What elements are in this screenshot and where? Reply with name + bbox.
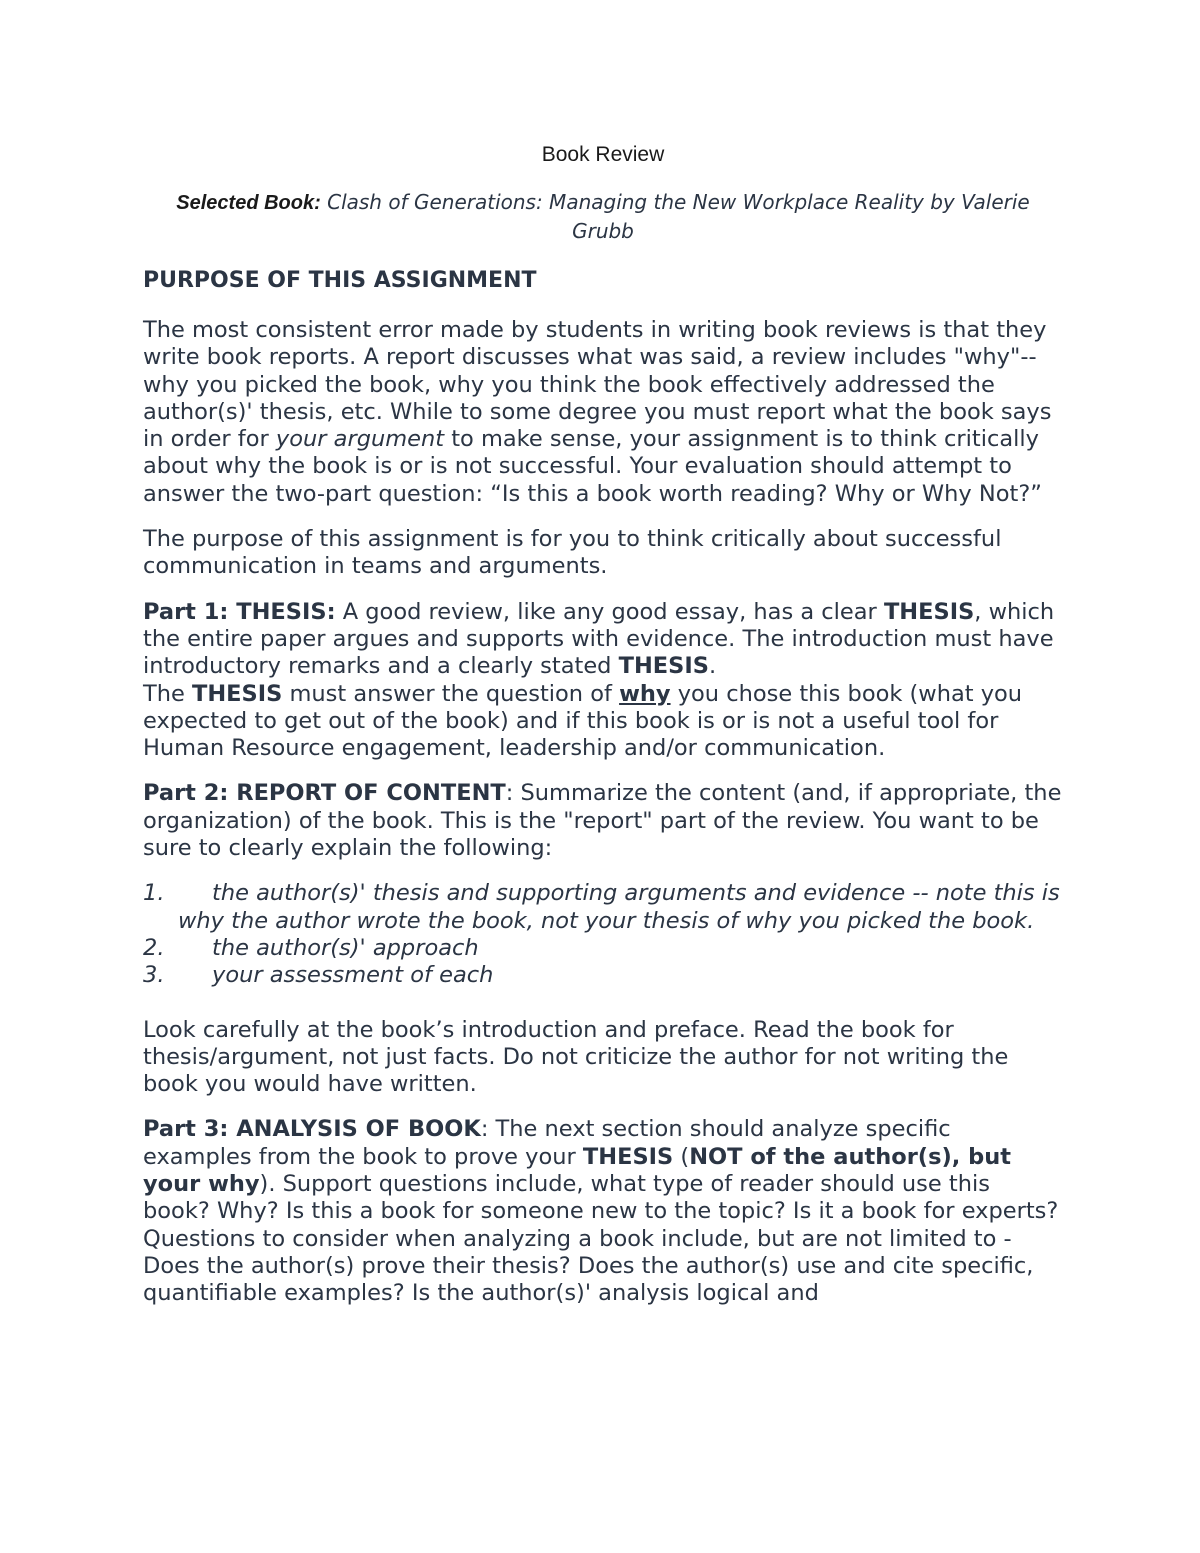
purpose-paragraph-1: [143, 317, 1063, 508]
list-item: [143, 962, 1063, 989]
purpose-p1-emphasis: your argument: [275, 426, 445, 453]
document-body: [143, 142, 1063, 1326]
list-item-number: 3.: [143, 962, 165, 989]
part1-thesis-1: THESIS: [883, 598, 975, 625]
document-title: Book Review: [541, 143, 665, 166]
list-item-number: 1.: [143, 880, 165, 907]
part2-list: [143, 880, 1063, 989]
part1-text-3: .: [708, 653, 717, 680]
part2-paragraph: [143, 780, 1063, 862]
list-item: [143, 935, 1063, 962]
purpose-paragraph-2: The purpose of this assignment is for you to think critically about successful communication in teams and arguments.: [143, 526, 1002, 580]
selected-book-text: Clash of Generations: Managing the New Workplace Reality by Valerie Grubb: [320, 190, 1030, 243]
part1-text-5: must answer the question of: [282, 680, 620, 707]
selected-book-line: [143, 188, 1063, 245]
purpose-p1-text-b: to make sense, your assignment is to think critically about why the book is or is not successful. Your evaluation should attempt to answer the two-part question: “Is this a book worth reading? Why or Why Not?”: [143, 426, 1042, 507]
list-item-text: the author(s)' thesis and supporting arguments and evidence -- note this is why the author wrote the book, not your thesis of why you picked the book.: [178, 880, 1060, 934]
part1-paragraph-cont: [143, 681, 1063, 763]
part3-text-3: ). Support questions include, what type of reader should use this book? Why? Is this a book for someone new to the topic? Is it a book for experts? Questions to consider when analyzing a book include, but are not limited to - Does the author(s) prove their thesis? Does the author(s) use and cite specific, quantifiable examples? Is the author(s)' analysis logical and: [143, 1171, 1059, 1307]
selected-book-label: Selected Book:: [176, 192, 321, 214]
part1-thesis-2: THESIS: [618, 653, 709, 680]
purpose-heading: PURPOSE OF THIS ASSIGNMENT: [143, 268, 537, 293]
part3-label: Part 3: ANALYSIS OF BOOK: [143, 1116, 481, 1143]
purpose-p1-text-a: The most consistent error made by students in writing book reviews is that they write book reports. A report discusses what was said, a review includes "why"--why you picked the book, why you think the book effectively addressed the author(s)' thesis, etc. While to some degree you must report what the book says in order for: [143, 317, 1052, 453]
part1-text-6: you chose this book (what you expected to get out of the book) and if this book is or is not a useful tool for Human Resource engagement, leadership and/or communication.: [143, 680, 1023, 762]
part1-text-2: , which the entire paper argues and supports with evidence. The introduction must have introductory remarks and a clearly stated: [143, 598, 1055, 680]
part3-paragraph: [143, 1116, 1063, 1307]
look-paragraph: Look carefully at the book’s introduction and preface. Read the book for thesis/argument, not just facts. Do not criticize the author for not writing the book you would have written.: [143, 1016, 1009, 1098]
list-item-text: your assessment of each: [212, 962, 494, 989]
part3-emphasis: NOT of the author(s), but your why: [143, 1143, 1012, 1198]
list-item-number: 2.: [143, 934, 165, 961]
part3-text-1: : The next section should analyze specific examples from the book to prove your: [143, 1116, 951, 1170]
part1-why: why: [619, 680, 671, 707]
part1-label: Part 1: THESIS:: [143, 598, 336, 625]
part1-thesis-3: THESIS: [192, 680, 283, 707]
part1-text-1: A good review, like any good essay, has a clear: [335, 598, 884, 625]
list-item: [143, 880, 1063, 935]
part3-text-2: (: [673, 1143, 690, 1170]
part3-thesis: THESIS: [582, 1143, 674, 1170]
part1-text-4: The: [143, 680, 192, 707]
list-item-text: the author(s)' approach: [212, 934, 479, 961]
part1-paragraph: [143, 599, 1063, 681]
part2-text: : Summarize the content (and, if appropriate, the organization) of the book. This is the "report" part of the review. You want to be sure to clearly explain the following:: [143, 780, 1062, 862]
part2-label: Part 2: REPORT OF CONTENT: [143, 780, 506, 807]
